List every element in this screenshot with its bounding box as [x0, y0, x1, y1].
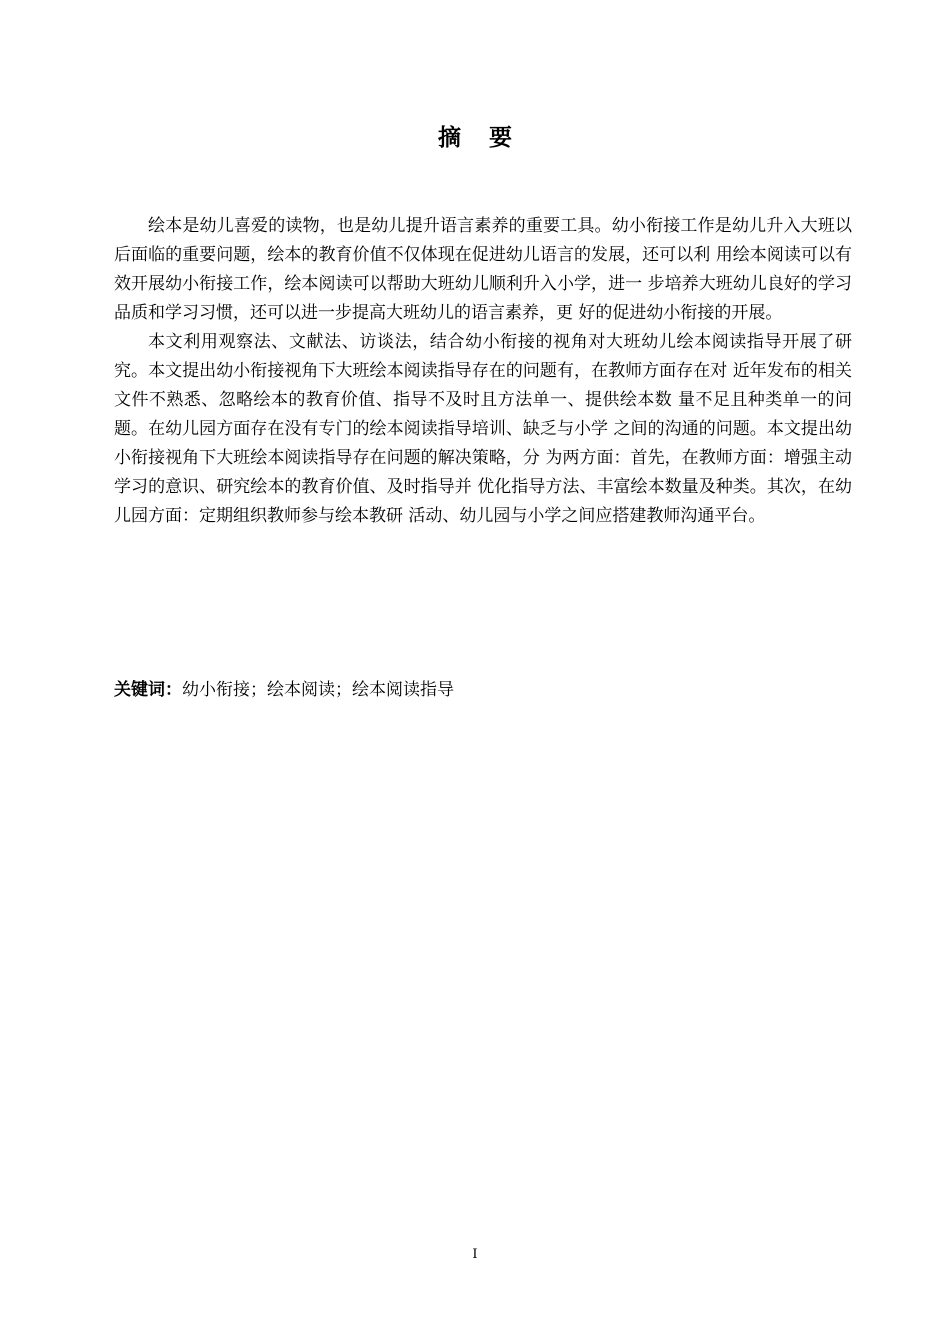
abstract-paragraph-2: 本文利用观察法、文献法、访谈法，结合幼小衔接的视角对大班幼儿绘本阅读指导开展了研究。本文提出幼小衔接视角下大班绘本阅读指导存在的问题有，在教师方面存在对 近年发布的相关文件不熟悉、忽略绘本的教育价值、指导不及时且方法单一、提供绘本数 量不足且种类单一的问题。在幼儿园方面存在没有专门的绘本阅读指导培训、缺乏与小学 之间的沟通的问题。本文提出幼小衔接视角下大班绘本阅读指导存在问题的解决策略，分 为两方面：首先，在教师方面：增强主动学习的意识、研究绘本的教育价值、及时指导并 优化指导方法、丰富绘本数量及种类。其次，在幼儿园方面：定期组织教师参与绘本教研 活动、幼儿园与小学之间应搭建教师沟通平台。	[114, 332, 852, 526]
abstract-paragraph-1: 绘本是幼儿喜爱的读物，也是幼儿提升语言素养的重要工具。幼小衔接工作是幼儿升入大班以后面临的重要问题，绘本的教育价值不仅体现在促进幼儿语言的发展，还可以利 用绘本阅读可以有效开展幼小衔接工作，绘本阅读可以帮助大班幼儿顺利升入小学，进一 步培养大班幼儿良好的学习品质和学习习惯，还可以进一步提高大班幼儿的语言素养，更 好的促进幼小衔接的开展。	[114, 216, 852, 323]
keywords-value: 幼小衔接；绘本阅读；绘本阅读指导	[182, 680, 454, 700]
abstract-body	[114, 212, 852, 531]
page-number: I	[472, 1247, 478, 1262]
keywords-label: 关键词：	[114, 680, 182, 700]
keywords-line	[114, 676, 852, 705]
abstract-title: 摘要	[438, 124, 540, 151]
